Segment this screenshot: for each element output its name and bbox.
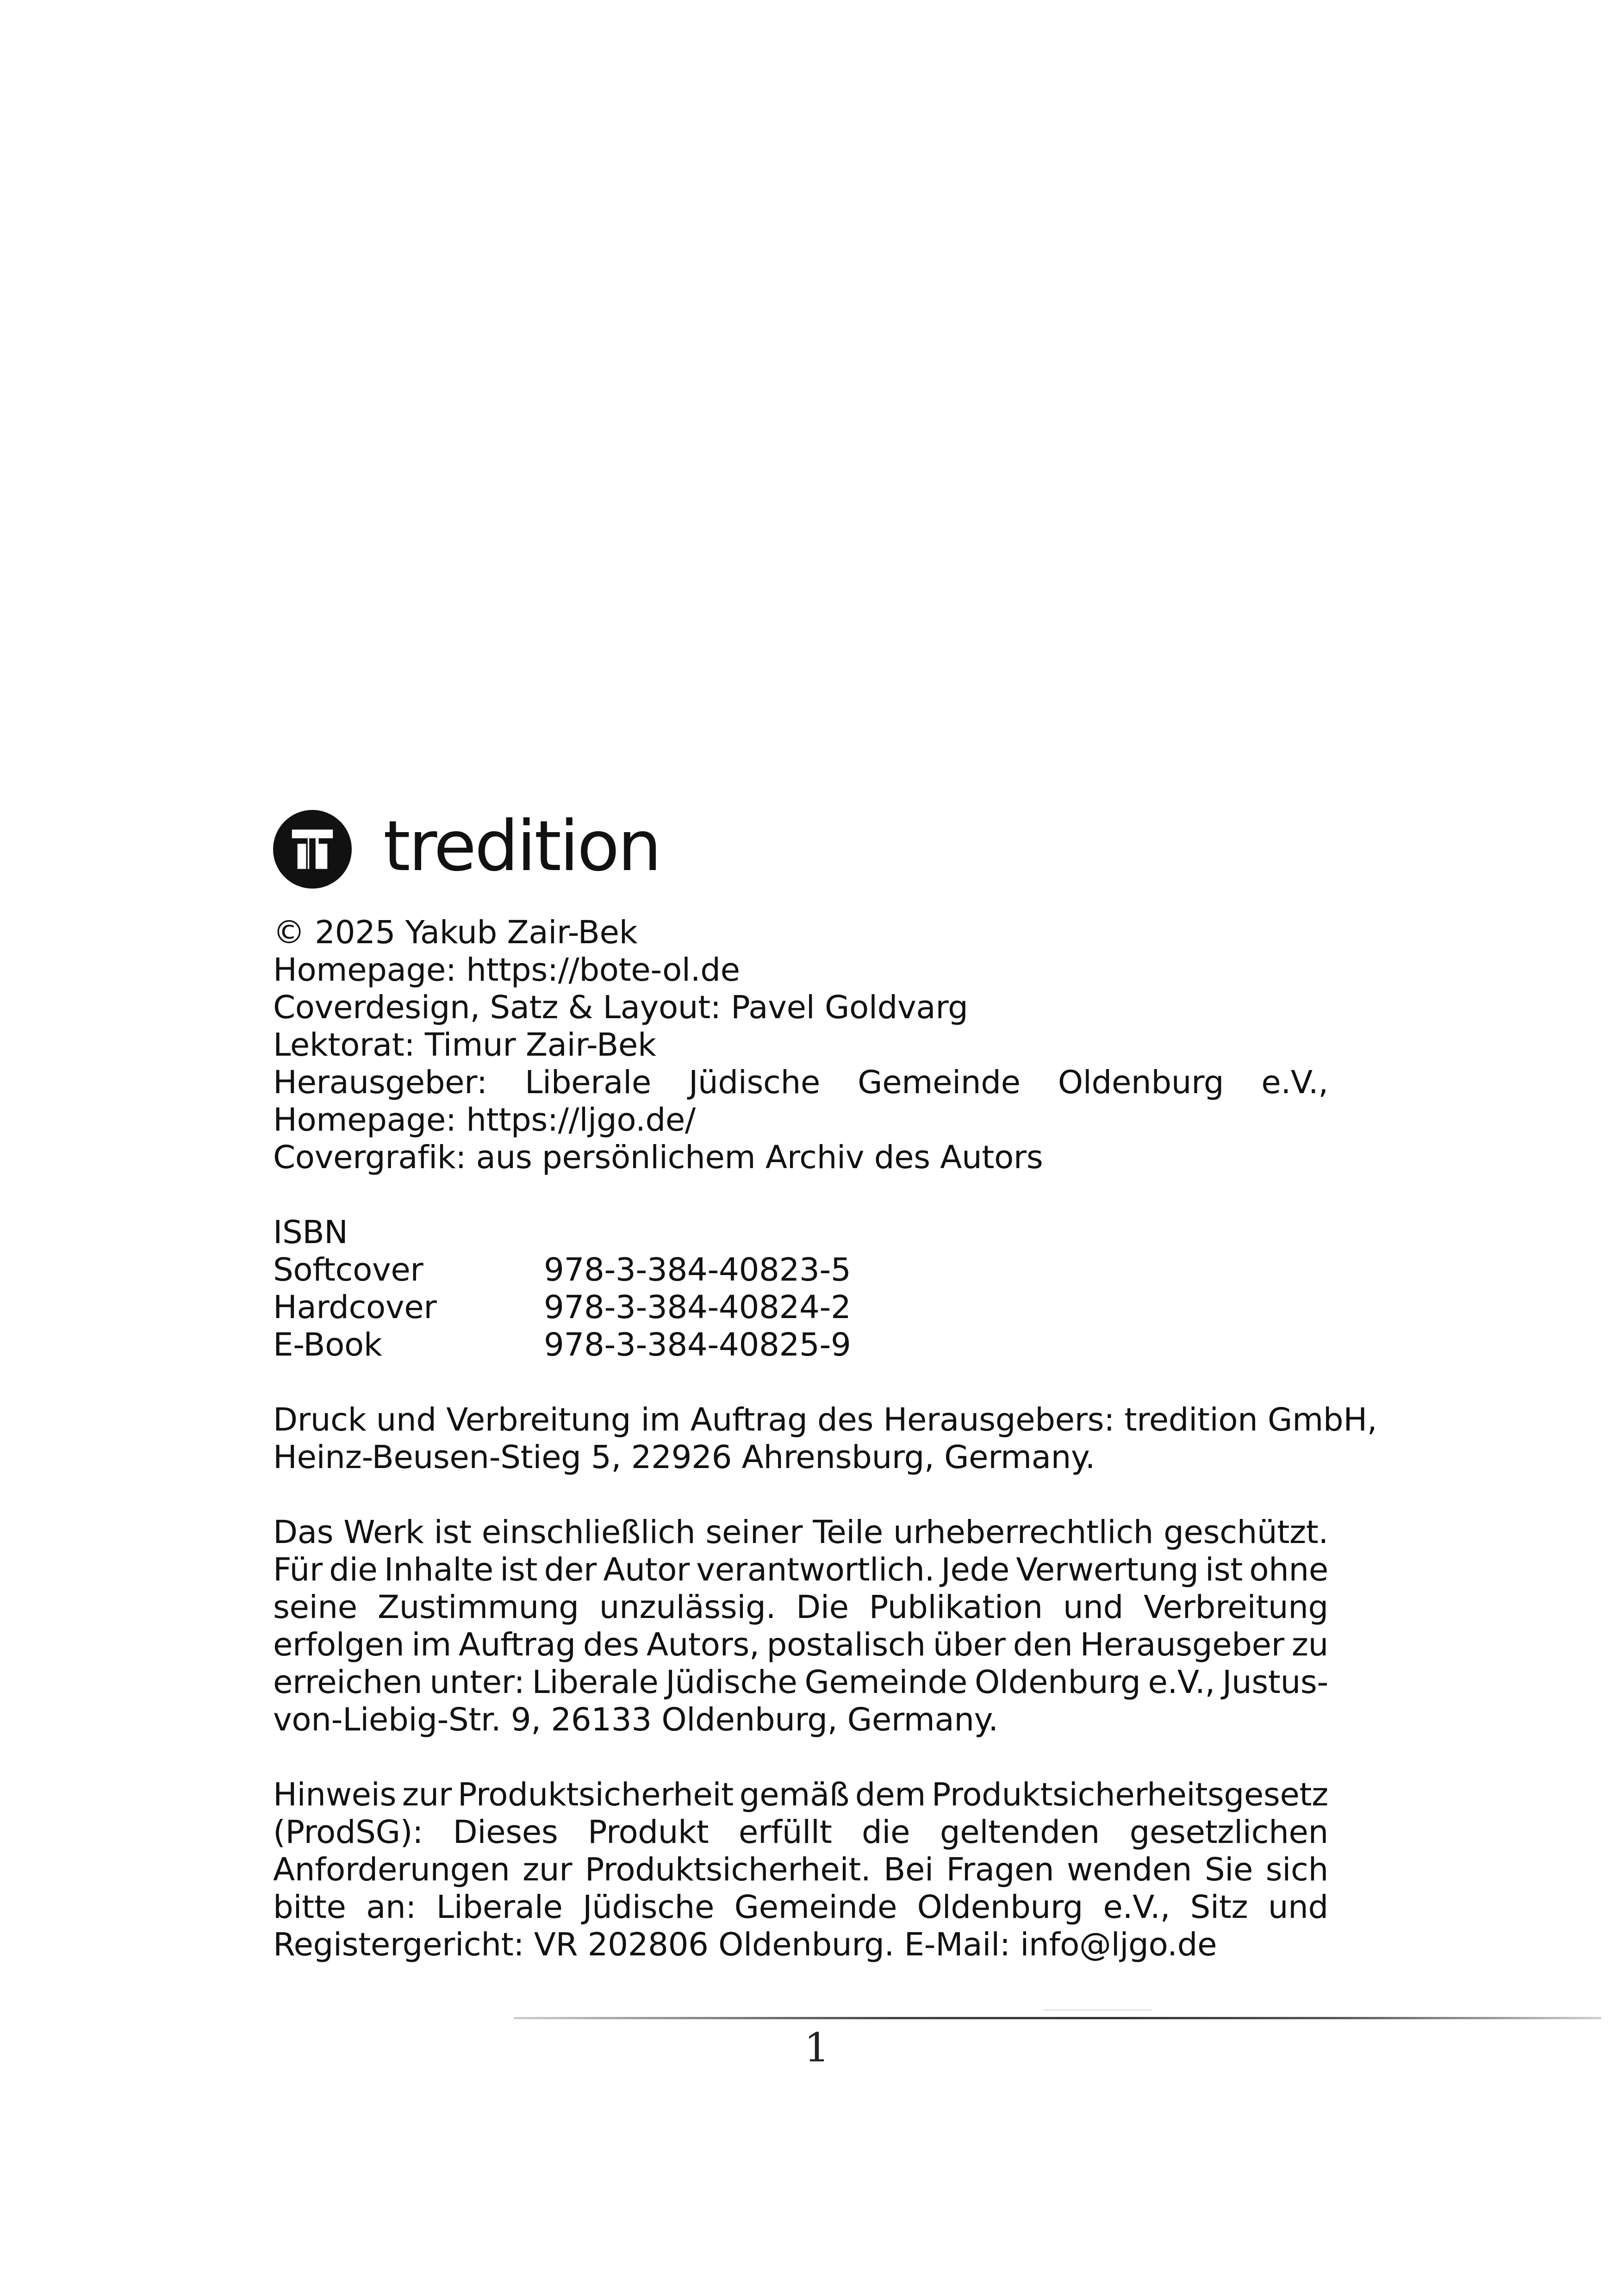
paragraph-spacer: [273, 1176, 1328, 1214]
isbn-number: 978-3-384-40823-5: [544, 1251, 851, 1288]
justified-word: Produktsicherheit: [457, 1776, 734, 1813]
tredition-wordmark: tredition: [383, 806, 660, 887]
isbn-type: E-Book: [273, 1326, 382, 1363]
justified-word: wenden: [1067, 1851, 1192, 1888]
cover-image-credit: Covergrafik: aus persönlichem Archiv des Autors: [273, 1139, 1043, 1176]
isbn-number: 978-3-384-40825-9: [544, 1326, 851, 1363]
justified-word: Zustimmung: [377, 1589, 579, 1626]
justified-word: Für: [273, 1551, 323, 1588]
justified-word: ist: [1205, 1551, 1243, 1588]
product-safety-notice: [273, 1776, 1328, 1964]
tredition-logo: [273, 805, 1328, 893]
justified-word: Liberale: [532, 1664, 659, 1701]
justified-word: zu: [1291, 1626, 1328, 1663]
isbn-row-hardcover: [273, 1289, 1328, 1326]
publication-details: [273, 914, 1328, 1176]
justified-word: unter:: [429, 1664, 525, 1701]
justified-word: Sie: [1204, 1851, 1253, 1888]
justified-word: Jüdische: [583, 1889, 715, 1926]
justified-word: Verwertung: [1016, 1551, 1199, 1588]
isbn-row-softcover: [273, 1251, 1328, 1289]
justified-word: Liberale: [436, 1889, 563, 1926]
paragraph-spacer: [273, 1476, 1328, 1514]
product-safety-line: [273, 1814, 1328, 1851]
isbn-number: 978-3-384-40824-2: [544, 1289, 851, 1326]
coverdesign-credit: Coverdesign, Satz & Layout: Pavel Goldvarg: [273, 989, 968, 1026]
justified-word: verantwortlich.: [696, 1551, 935, 1588]
justified-word: e.V.,: [1103, 1889, 1170, 1926]
justified-word: Bei: [884, 1851, 933, 1888]
justified-word: die: [329, 1551, 378, 1588]
justified-word: ist: [434, 1514, 472, 1551]
justified-word: zur: [402, 1776, 452, 1813]
justified-word: Jede: [941, 1551, 1009, 1588]
justified-word: Anforderungen: [273, 1851, 510, 1888]
justified-word: Werk: [343, 1514, 424, 1551]
justified-word: Gemeinde: [804, 1664, 967, 1701]
justified-word: Oldenburg: [975, 1664, 1141, 1701]
publisher-label: Herausgeber:: [273, 1064, 487, 1101]
justified-word: an:: [366, 1889, 417, 1926]
justified-word: Das: [273, 1514, 334, 1551]
justified-word: sich: [1265, 1851, 1328, 1888]
publisher-word: Liberale: [524, 1064, 651, 1101]
justified-word: Publikation: [869, 1589, 1043, 1626]
copyright-notice-line: [273, 1514, 1328, 1551]
justified-word: Justus-: [1222, 1664, 1328, 1701]
copyright-notice: [273, 1514, 1328, 1739]
justified-word: geschützt.: [1164, 1514, 1328, 1551]
isbn-type: Softcover: [273, 1251, 423, 1288]
justified-word: Gemeinde: [734, 1889, 897, 1926]
justified-word: Fragen: [946, 1851, 1054, 1888]
justified-word: den: [1013, 1626, 1073, 1663]
editor-credit: Lektorat: Timur Zair-Bek: [273, 1027, 656, 1064]
justified-word: e.V.,: [1148, 1664, 1215, 1701]
justified-word: geltenden: [940, 1814, 1100, 1851]
printing-information: [273, 1401, 1377, 1476]
publisher-word: Gemeinde: [858, 1064, 1021, 1101]
isbn-section: [273, 1214, 1328, 1364]
justified-word: ohne: [1249, 1551, 1328, 1588]
footer-rule: [514, 2017, 1601, 2019]
justified-word: Oldenburg: [917, 1889, 1083, 1926]
justified-word: Autors,: [646, 1626, 759, 1663]
publisher-homepage: Homepage: https://ljgo.de/: [273, 1101, 696, 1139]
isbn-row-ebook: [273, 1326, 1328, 1364]
justified-word: seiner: [705, 1514, 803, 1551]
justified-word: bitte: [273, 1889, 346, 1926]
justified-word: urheberrechtlich: [893, 1514, 1154, 1551]
justified-word: Auftrag: [459, 1626, 576, 1663]
justified-word: Verbreitung: [1144, 1589, 1328, 1626]
justified-word: einschließlich: [481, 1514, 696, 1551]
product-safety-line: [273, 1889, 1328, 1926]
justified-word: seine: [273, 1589, 357, 1626]
copyright-notice-line: [273, 1626, 1328, 1664]
product-safety-line: [273, 1926, 1328, 1964]
justified-word: Produktsicherheit.: [585, 1851, 871, 1888]
justified-word: über: [933, 1626, 1006, 1663]
copyright-notice-line: [273, 1589, 1328, 1626]
publisher-word: Jüdische: [689, 1064, 820, 1101]
tredition-logo-icon: [273, 810, 352, 889]
copyright-notice-line: [273, 1664, 1328, 1701]
justified-word: (ProdSG):: [273, 1814, 423, 1851]
justified-word: erfüllt: [738, 1814, 832, 1851]
justified-word: gesetzlichen: [1129, 1814, 1328, 1851]
justified-word: im: [411, 1626, 451, 1663]
publisher-word: Oldenburg: [1058, 1064, 1224, 1101]
justified-word: Herausgeber: [1080, 1626, 1284, 1663]
justified-word: gemäß: [739, 1776, 849, 1813]
justified-word: und: [1063, 1589, 1123, 1626]
justified-word: postalisch: [766, 1626, 926, 1663]
paragraph-spacer: [273, 1739, 1328, 1776]
author-homepage: Homepage: https://bote-ol.de: [273, 952, 740, 989]
product-safety-text: Registergericht: VR 202806 Oldenburg. E-Mail: info@ljgo.de: [273, 1926, 1217, 1963]
justified-word: und: [1268, 1889, 1328, 1926]
justified-word: Dieses: [453, 1814, 558, 1851]
copyright-notice-line: [273, 1551, 1328, 1589]
justified-word: der: [544, 1551, 597, 1588]
justified-word: Autor: [603, 1551, 690, 1588]
page-number: 1: [804, 2025, 830, 2071]
publisher-word: e.V.,: [1261, 1064, 1328, 1101]
justified-word: erreichen: [273, 1664, 423, 1701]
justified-word: Hinweis: [273, 1776, 396, 1813]
isbn-type: Hardcover: [273, 1289, 437, 1326]
justified-word: erfolgen: [273, 1626, 404, 1663]
product-safety-line: [273, 1776, 1328, 1814]
justified-word: ist: [500, 1551, 538, 1588]
justified-word: Sitz: [1190, 1889, 1248, 1926]
justified-word: zur: [523, 1851, 573, 1888]
publisher-line: [273, 1064, 1328, 1101]
printing-line: Druck und Verbreitung im Auftrag des Herausgebers: tredition GmbH,: [273, 1401, 1377, 1438]
justified-word: des: [583, 1626, 639, 1663]
paragraph-spacer: [273, 1364, 1328, 1401]
isbn-heading: ISBN: [273, 1214, 348, 1251]
copyright-notice-line: [273, 1701, 1328, 1739]
justified-word: dem: [855, 1776, 926, 1813]
justified-word: Produktsicherheitsgesetz: [931, 1776, 1328, 1813]
product-safety-line: [273, 1851, 1328, 1889]
justified-word: Produkt: [588, 1814, 709, 1851]
justified-word: Inhalte: [384, 1551, 493, 1588]
printing-address: Heinz-Beusen-Stieg 5, 22926 Ahrensburg, Germany.: [273, 1439, 1095, 1476]
justified-word: Jüdische: [666, 1664, 797, 1701]
justified-word: Die: [796, 1589, 849, 1626]
imprint-page: [273, 805, 1377, 1964]
justified-word: unzulässig.: [599, 1589, 776, 1626]
copyright-notice-text: von-Liebig-Str. 9, 26133 Oldenburg, Germany.: [273, 1701, 998, 1738]
justified-word: Teile: [813, 1514, 883, 1551]
justified-word: die: [862, 1814, 910, 1851]
copyright-line: © 2025 Yakub Zair-Bek: [273, 914, 638, 951]
